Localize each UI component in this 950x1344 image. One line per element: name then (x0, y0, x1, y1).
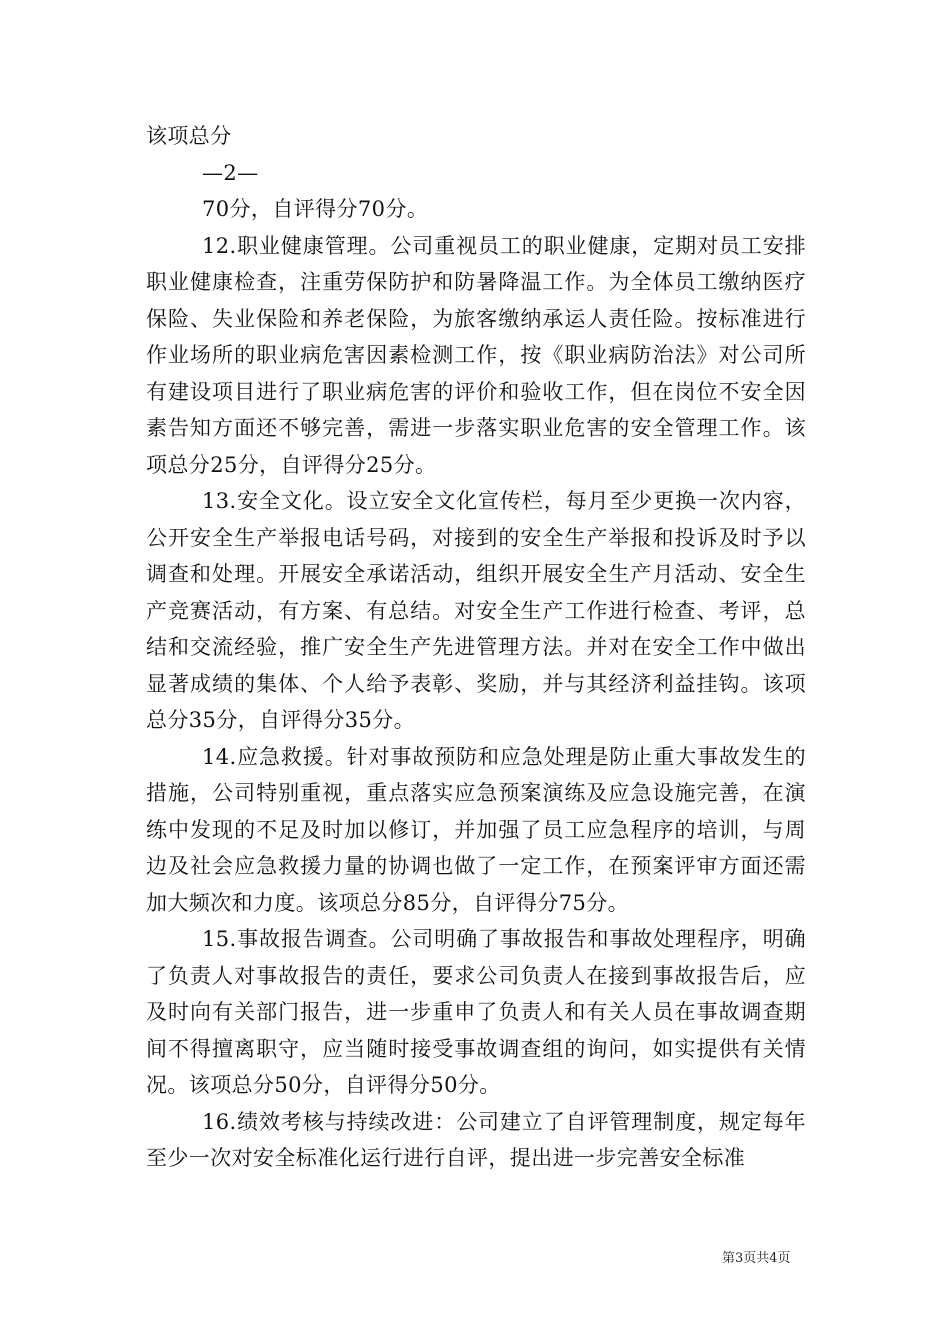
inline-page-number: —2— (202, 160, 259, 185)
paragraph-occupational-health: 12.职业健康管理。公司重视员工的职业健康，定期对员工安排职业健康检查，注重劳保防护和防暑降温工作。为全体员工缴纳医疗保险、失业保险和养老保险，为旅客缴纳承运人责任险。按标准进行作业场所的职业病危害因素检测工作，按《职业病防治法》对公司所有建设项目进行了职业病危害的评价和验收工作，但在岗位不安全因素告知方面还不够完善，需进一步落实职业危害的安全管理工作。该项总分25分，自评得分25分。 (146, 233, 806, 477)
paragraph-accident-report: 15.事故报告调查。公司明确了事故报告和事故处理程序，明确了负责人对事故报告的责任，要求公司负责人在接到事故报告后，应及时向有关部门报告，进一步重申了负责人和有关人员在事故调查期间不得擅离职守，应当随时接受事故调查组的询问，如实提供有关情况。该项总分50分，自评得分50分。 (146, 927, 806, 1097)
paragraph-safety-culture: 13.安全文化。设立安全文化宣传栏，每月至少更换一次内容，公开安全生产举报电话号码，对接到的安全生产举报和投诉及时予以调查和处理。开展安全承诺活动，组织开展安全生产月活动、安全生产竞赛活动，有方案、有总结。对安全生产工作进行检查、考评，总结和交流经验，推广安全生产先进管理方法。并对在安全工作中做出显著成绩的集体、个人给予表彰、奖励，并与其经济利益挂钩。该项总分35分，自评得分35分。 (146, 489, 806, 732)
text-line-score: 70分，自评得分70分。 (202, 197, 429, 221)
page-footer-indicator: 第3页共4页 (722, 1251, 791, 1266)
paragraph-emergency-rescue: 14.应急救援。针对事故预防和应急处理是防止重大事故发生的措施，公司特别重视，重点落实应急预案演练及应急设施完善，在演练中发现的不足及时加以修订，并加强了员工应急程序的培训，与周边及社会应急救援力量的协调也做了一定工作，在预案评审方面还需加大频次和力度。该项总分85分，自评得分75分。 (146, 744, 806, 915)
text-line-total-label: 该项总分 (146, 124, 232, 148)
paragraph-performance-review: 16.绩效考核与持续改进：公司建立了自评管理制度，规定每年至少一次对安全标准化运行进行自评，提出进一步完善安全标准 (146, 1109, 806, 1170)
document-body (146, 118, 806, 1177)
